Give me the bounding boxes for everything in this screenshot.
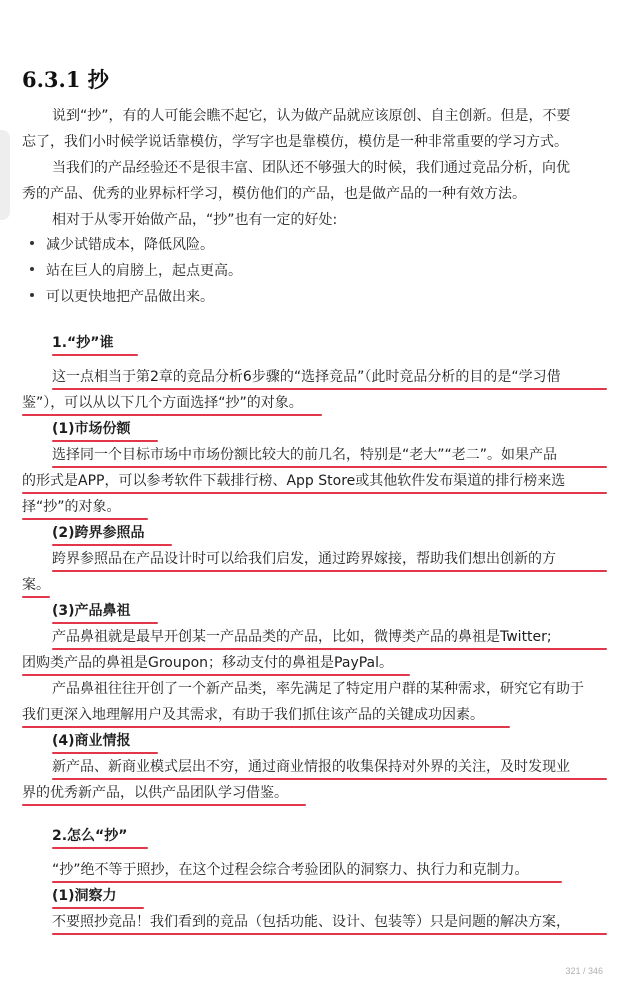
paragraph-line: 这一点相当于第2章的竞品分析6步骤的“选择竞品”（此时竞品分析的目的是“学习借 [52,369,561,385]
paragraph-line: 选择同一个目标市场中市场份额比较大的前几名，特别是“老大”“老二”。如果产品 [52,447,558,463]
side-panel-tab[interactable] [0,130,10,220]
highlight-underline [22,414,322,416]
bullet-item: 可以更快地把产品做出来。 [30,287,214,307]
item-heading: (2)跨界参照品 [52,525,145,541]
highlight-underline [52,388,607,390]
paragraph-line: 新产品、新商业模式层出不穷，通过商业情报的收集保持对外界的关注，及时发现业 [52,759,570,775]
paragraph-line: “抄”绝不等于照抄，在这个过程会综合考验团队的洞察力、执行力和克制力。 [52,862,529,878]
highlight-underline [52,933,607,935]
paragraph-line: 忘了，我们小时候学说话靠模仿，学写字也是靠模仿，模仿是一种非常重要的学习方式。 [22,134,568,150]
paragraph-line: 秀的产品、优秀的业界标杆学习，模仿他们的产品，也是做产品的一种有效方法。 [22,186,526,202]
highlight-underline [52,622,158,624]
highlight-underline [22,492,607,494]
paragraph-line: 鉴”），可以从以下几个方面选择“抄”的对象。 [22,395,303,411]
paragraph-line: 跨界参照品在产品设计时可以给我们启发，通过跨界嫁接，帮助我们想出创新的方 [52,551,556,567]
highlight-underline [52,907,144,909]
paragraph-line: 我们更深入地理解用户及其需求，有助于我们抓住该产品的关键成功因素。 [22,707,484,723]
highlight-underline [22,804,306,806]
highlight-underline [52,440,158,442]
highlight-underline [22,596,50,598]
paragraph-line: 当我们的产品经验还不是很丰富、团队还不够强大的时候，我们通过竞品分析，向优 [52,160,570,176]
bullet-icon [30,293,34,297]
highlight-underline [52,570,607,572]
highlight-underline [52,354,138,356]
subsection-heading: 2.怎么“抄” [52,828,128,844]
paragraph-line: 的形式是APP，可以参考软件下载排行榜、App Store或其他软件发布渠道的排行榜来选 [22,473,566,489]
paragraph-line: 案。 [22,577,50,593]
paragraph-line: 产品鼻祖就是最早开创某一产品品类的产品，比如，微博类产品的鼻祖是Twitter; [52,629,552,645]
item-heading: (3)产品鼻祖 [52,603,131,619]
item-heading: (1)洞察力 [52,888,117,904]
highlight-underline [22,518,148,520]
paragraph-line: 团购类产品的鼻祖是Groupon；移动支付的鼻祖是PayPal。 [22,655,394,671]
section-heading: 6.3.1 抄 [22,67,109,92]
highlight-underline [52,544,172,546]
item-heading: (4)商业情报 [52,733,131,749]
highlight-underline [22,674,410,676]
highlight-underline [52,881,562,883]
page-indicator: 321 / 346 [565,966,603,976]
bullet-icon [30,267,34,271]
highlight-underline [52,752,158,754]
highlight-underline [52,778,607,780]
item-heading: (1)市场份额 [52,421,131,437]
subsection-heading: 1.“抄”谁 [52,335,114,351]
paragraph-line: 不要照抄竞品！我们看到的竞品（包括功能、设计、包装等）只是问题的解决方案， [52,914,570,930]
paragraph-line: 相对于从零开始做产品，“抄”也有一定的好处: [52,212,338,228]
paragraph-line: 择“抄”的对象。 [22,499,121,515]
bullet-item: 站在巨人的肩膀上，起点更高。 [30,261,242,281]
highlight-underline [22,726,510,728]
highlight-underline [52,466,607,468]
paragraph-line: 产品鼻祖往往开创了一个新产品类，率先满足了特定用户群的某种需求，研究它有助于 [52,681,584,697]
paragraph-line: 界的优秀新产品，以供产品团队学习借鉴。 [22,785,288,801]
highlight-underline [52,648,607,650]
bullet-item: 减少试错成本，降低风险。 [30,235,214,255]
paragraph-line: 说到“抄”，有的人可能会瞧不起它，认为做产品就应该原创、自主创新。但是，不要 [52,108,571,124]
highlight-underline [52,847,148,849]
bullet-icon [30,241,34,245]
